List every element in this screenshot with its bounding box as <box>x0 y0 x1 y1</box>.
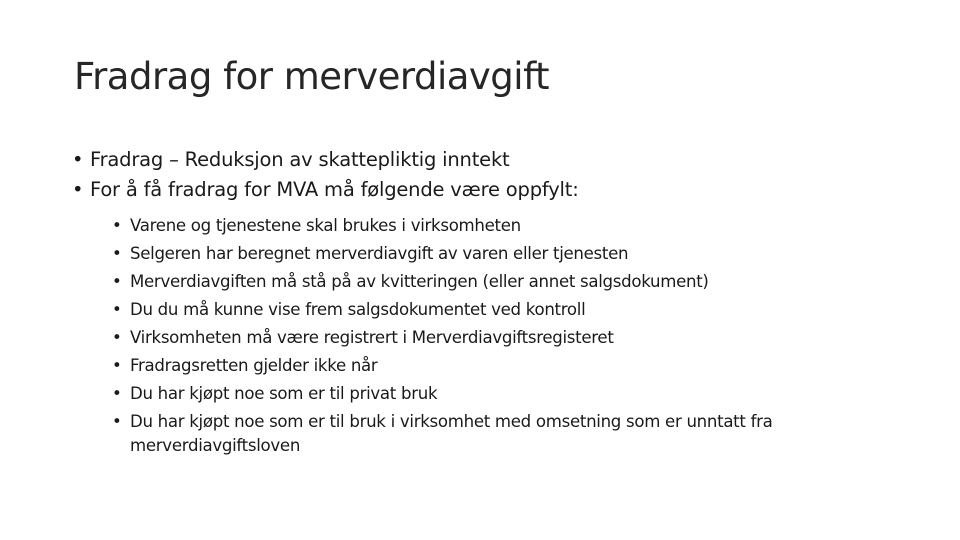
bullet-icon: • <box>112 272 122 291</box>
sub-bullet-text: Merverdiavgiften må stå på av kvitteringen (eller annet salgsdokument) <box>130 272 709 291</box>
bullet-item <box>72 145 579 175</box>
bullet-icon: • <box>112 412 122 431</box>
sub-bullet-text: Du du må kunne vise frem salgsdokumentet ved kontroll <box>130 300 586 319</box>
sub-bullet-text: Du har kjøpt noe som er til privat bruk <box>130 384 438 403</box>
sub-bullet-item <box>112 408 902 460</box>
bullet-icon: • <box>112 328 122 347</box>
bullet-icon: • <box>72 178 84 201</box>
bullet-icon: • <box>112 300 122 319</box>
sub-bullet-item <box>112 352 902 380</box>
sub-bullet-item <box>112 268 902 296</box>
slide-title: Fradrag for merverdiavgift <box>74 55 549 98</box>
bullet-text: For å få fradrag for MVA må følgende være oppfylt: <box>90 178 579 201</box>
main-bullet-list <box>72 145 579 205</box>
sub-bullet-text: Virksomheten må være registrert i Merverdiavgiftsregisteret <box>130 328 614 347</box>
sub-bullet-item <box>112 212 902 240</box>
bullet-icon: • <box>72 148 84 171</box>
sub-bullet-text: Varene og tjenestene skal brukes i virksomheten <box>130 216 521 235</box>
sub-bullet-text: Selgeren har beregnet merverdiavgift av varen eller tjenesten <box>130 244 629 263</box>
bullet-text: Fradrag – Reduksjon av skattepliktig inntekt <box>90 148 510 171</box>
sub-bullet-item <box>112 296 902 324</box>
sub-bullet-text: Du har kjøpt noe som er til bruk i virksomhet med omsetning som er unntatt fra merverdiavgiftsloven <box>130 412 773 455</box>
bullet-icon: • <box>112 244 122 263</box>
sub-bullet-text: Fradragsretten gjelder ikke når <box>130 356 378 375</box>
bullet-item <box>72 175 579 205</box>
sub-bullet-item <box>112 324 902 352</box>
sub-bullet-item <box>112 380 902 408</box>
bullet-icon: • <box>112 384 122 403</box>
sub-bullet-list <box>112 212 902 460</box>
bullet-icon: • <box>112 216 122 235</box>
sub-bullet-item <box>112 240 902 268</box>
bullet-icon: • <box>112 356 122 375</box>
